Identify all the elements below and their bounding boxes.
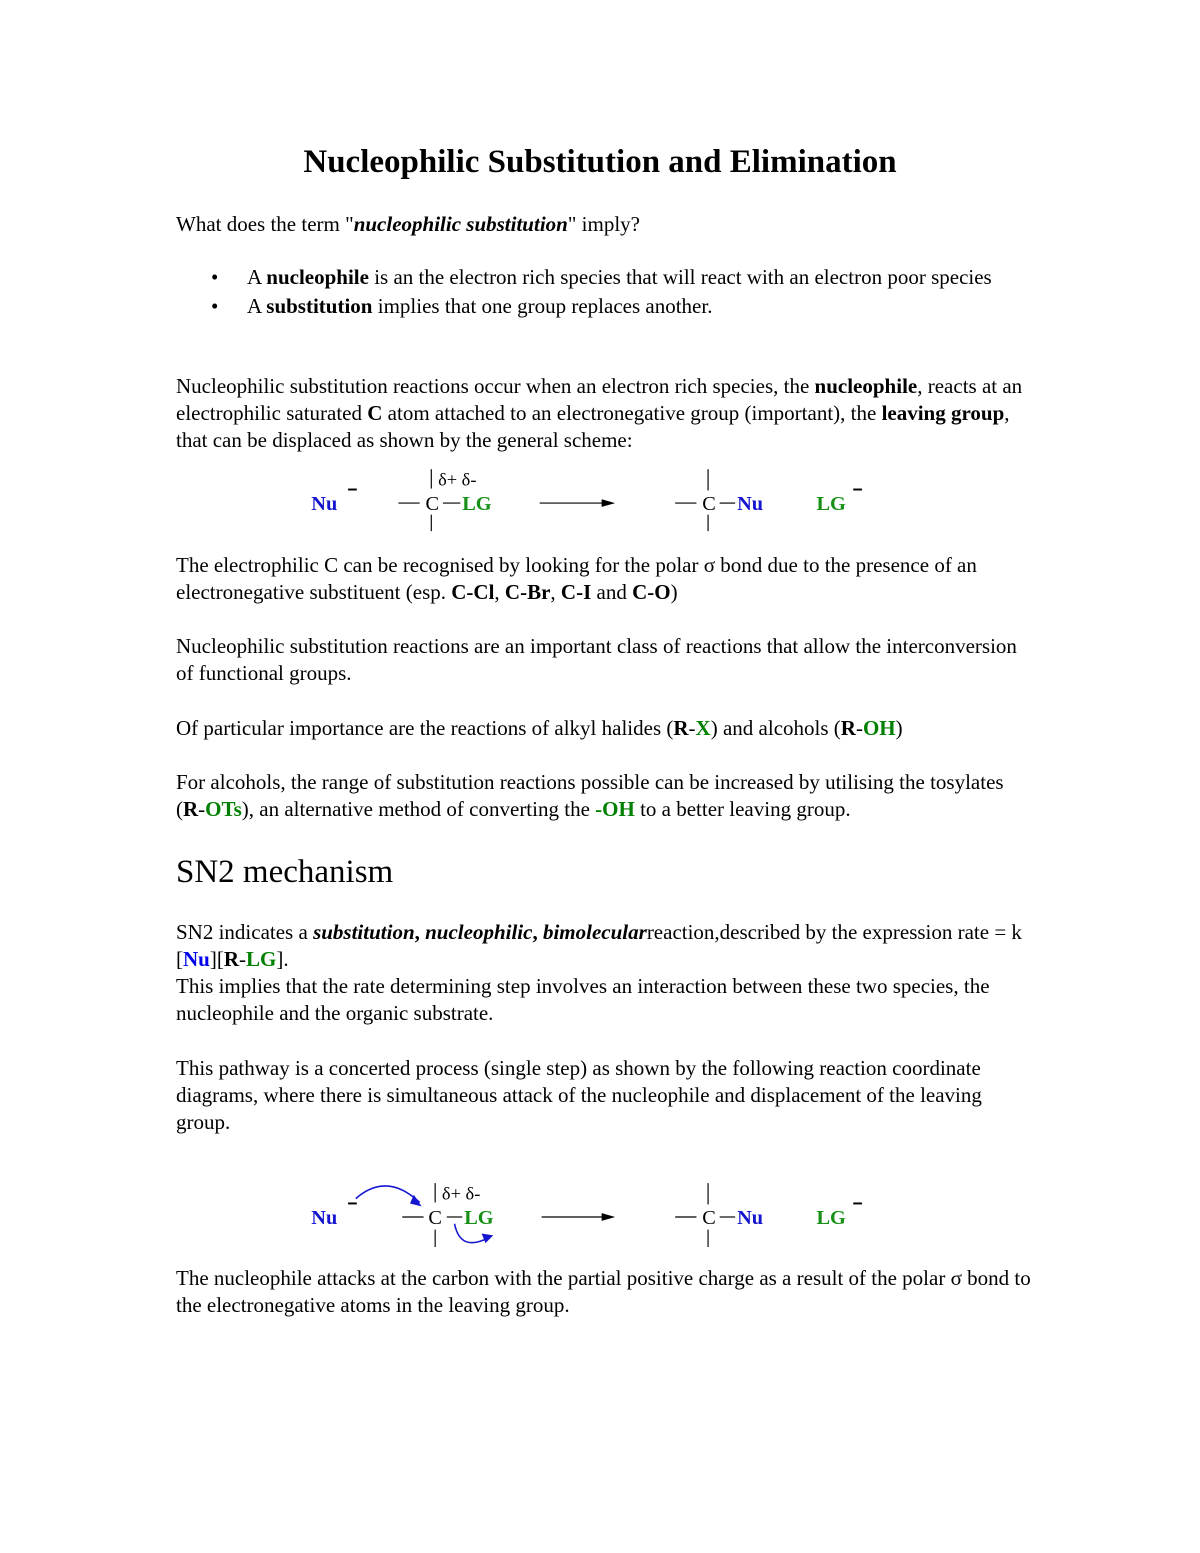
- negative-charge-icon: [348, 1202, 357, 1204]
- electrophilic-paragraph: The electrophilic C can be recognised by looking for the polar σ bond due to the presence of an electronegative substituent (esp. C-Cl, C-Br, C-I and C-O): [176, 553, 977, 604]
- bullet-icon: •: [211, 265, 219, 289]
- tosylates-paragraph: For alcohols, the range of substitution reactions possible can be increased by utilising the tosylates (R-OTs), an alternative method of converting the -OH to a better leaving group.: [176, 770, 1004, 821]
- nucleophile-label: Nu: [311, 492, 338, 515]
- page-title: Nucleophilic Substitution and Elimination: [303, 144, 897, 180]
- leaving-group-label: LG: [462, 492, 492, 515]
- concerted-paragraph: This pathway is a concerted process (single step) as shown by the following reaction coordinate diagrams, where there is simultaneous attack of the nucleophile and displacement of the leaving group.: [176, 1056, 982, 1134]
- arrow-head-icon: [602, 1213, 616, 1221]
- leaving-group-label: LG: [816, 492, 846, 515]
- sn2-reaction-scheme: [290, 1172, 890, 1262]
- arrow-head-icon: [602, 499, 616, 507]
- definition-list: [176, 264, 1036, 322]
- arrow-head-icon: [482, 1233, 494, 1243]
- nucleophile-label: Nu: [737, 492, 764, 515]
- carbon-label: C: [702, 1206, 716, 1229]
- negative-charge-icon: [853, 489, 862, 491]
- leaving-group-label: LG: [816, 1206, 846, 1229]
- list-item: • A nucleophile is an the electron rich species that will react with an electron poor species: [211, 265, 992, 289]
- carbon-label: C: [428, 1206, 442, 1229]
- leaving-group-label: LG: [464, 1206, 494, 1229]
- sn2-paragraph: SN2 indicates a substitution, nucleophilic, bimolecularreaction,described by the expression rate = k [Nu][R-LG]. This implies that the rate determining step involves an interaction between these two species, the nucleophile and the organic substrate.: [176, 920, 1022, 1025]
- negative-charge-icon: [853, 1202, 862, 1204]
- alkyl-halides-paragraph: Of particular importance are the reactions of alkyl halides (R-X) and alcohols (R-OH): [176, 716, 903, 740]
- interconversion-paragraph: Nucleophilic substitution reactions are an important class of reactions that allow the interconversion of functional groups.: [176, 634, 1017, 685]
- bullet-icon: •: [211, 294, 219, 318]
- partial-charge-label: δ+ δ-: [438, 469, 477, 490]
- intro-paragraph: Nucleophilic substitution reactions occur when an electron rich species, the nucleophile, reacts at an electrophilic saturated C atom attached to an electronegative group (important), the leaving group, that can be displaced as shown by the general scheme:: [176, 374, 1023, 452]
- carbon-label: C: [702, 492, 716, 515]
- partial-charge-label: δ+ δ-: [441, 1183, 481, 1204]
- nucleophile-label: Nu: [737, 1206, 764, 1229]
- attack-paragraph: The nucleophile attacks at the carbon with the partial positive charge as a result of the polar σ bond to the electronegative atoms in the leaving group.: [176, 1266, 1031, 1317]
- section-heading: SN2 mechanism: [176, 854, 394, 890]
- carbon-label: C: [425, 492, 440, 515]
- curved-arrow-attack: [356, 1186, 420, 1203]
- question-text: What does the term "nucleophilic substitution" imply?: [176, 212, 640, 236]
- general-reaction-scheme: [290, 460, 890, 550]
- list-item: • A substitution implies that one group replaces another.: [211, 294, 713, 318]
- nucleophile-label: Nu: [311, 1206, 338, 1229]
- negative-charge-icon: [348, 489, 357, 491]
